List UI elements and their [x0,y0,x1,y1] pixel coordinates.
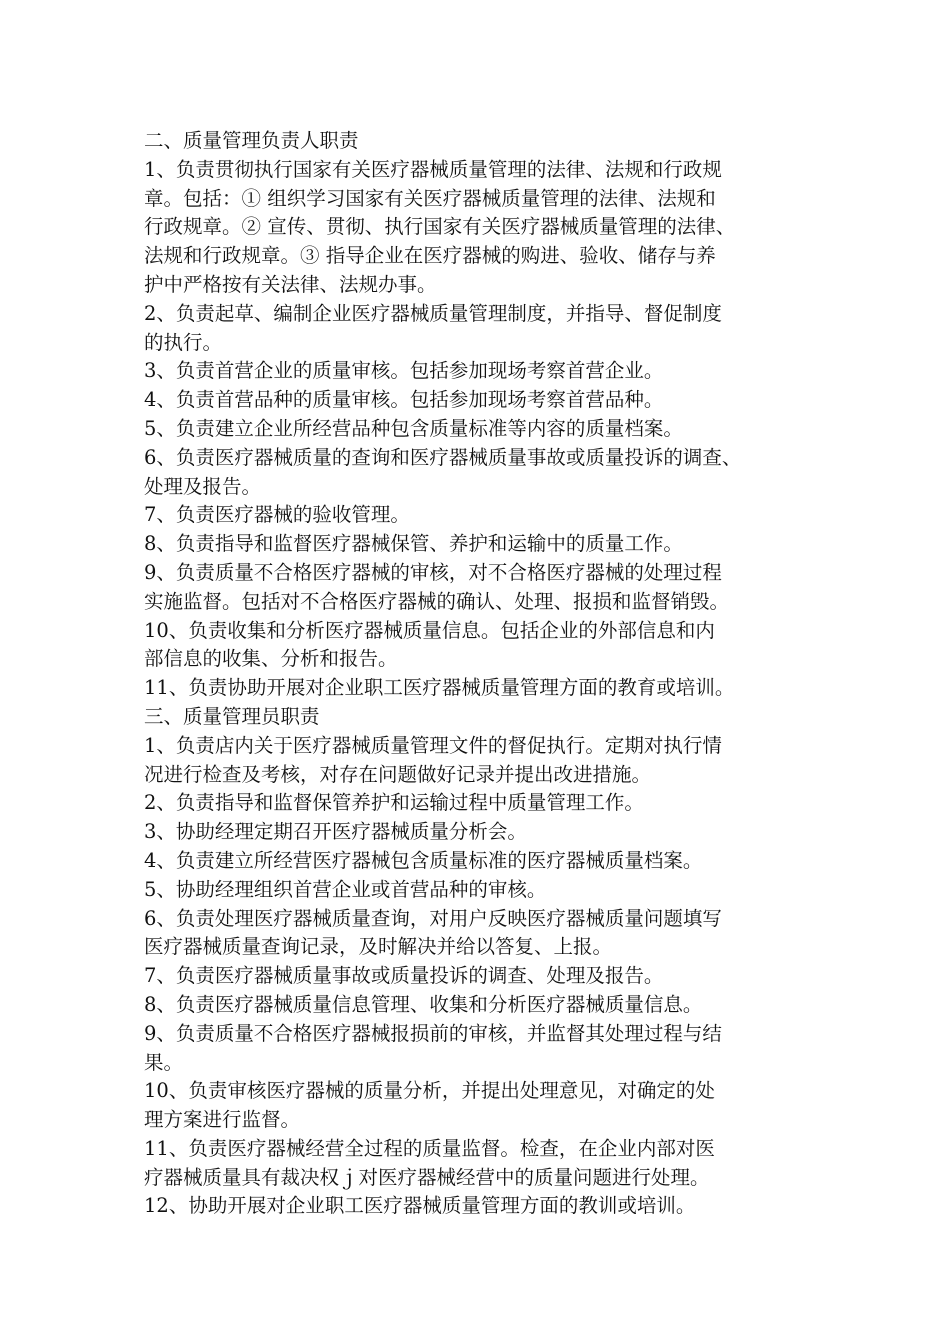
text-line: 9、负责质量不合格医疗器械的审核，对不合格医疗器械的处理过程 [144,560,722,584]
text-line: 4、负责建立所经营医疗器械包含质量标准的医疗器械质量档案。 [144,848,703,872]
text-line: 2、负责起草、编制企业医疗器械质量管理制度，并指导、督促制度 [144,301,722,325]
text-line: 6、负责处理医疗器械质量查询，对用户反映医疗器械质量问题填写 [144,906,722,930]
text-line: 7、负责医疗器械的验收管理。 [144,503,410,527]
text-line: 11、负责医疗器械经营全过程的质量监督。检查，在企业内部对医 [144,1136,715,1160]
text-line: 况进行检查及考核，对存在问题做好记录并提出改进措施。 [144,762,652,786]
text-line: 12、协助开展对企业职工医疗器械质量管理方面的教训或培训。 [144,1194,696,1218]
text-line: 5、协助经理组织首营企业或首营品种的审核。 [144,877,547,901]
text-line: 9、负责质量不合格医疗器械报损前的审核，并监督其处理过程与结 [144,1021,722,1045]
text-line: 医疗器械质量查询记录，及时解决并给以答复、上报。 [144,935,613,959]
text-line: 护中严格按有关法律、法规办事。 [144,272,437,296]
text-line: 行政规章。② 宣传、贯彻、执行国家有关医疗器械质量管理的法律、 [144,215,736,239]
text-line: 理方案进行监督。 [144,1108,301,1132]
text-line: 2、负责指导和监督保管养护和运输过程中质量管理工作。 [144,791,644,815]
text-line: 7、负责医疗器械质量事故或质量投诉的调查、处理及报告。 [144,964,664,988]
text-line: 章。包括：① 组织学习国家有关医疗器械质量管理的法律、法规和 [144,186,716,210]
text-line: 11、负责协助开展对企业职工医疗器械质量管理方面的教育或培训。 [144,676,735,700]
text-line: 6、负责医疗器械质量的查询和医疗器械质量事故或质量投诉的调查、 [144,445,742,469]
text-line: 3、协助经理定期召开医疗器械质量分析会。 [144,820,527,844]
section-quality-manager-duties [144,127,812,703]
text-line: 10、负责审核医疗器械的质量分析，并提出处理意见，对确定的处 [144,1079,715,1103]
text-line: 5、负责建立企业所经营品种包含质量标准等内容的质量档案。 [144,416,683,440]
text-line: 8、负责指导和监督医疗器械保管、养护和运输中的质量工作。 [144,532,683,556]
text-line: 1、负责店内关于医疗器械质量管理文件的督促执行。定期对执行情 [144,733,722,757]
text-line: 部信息的收集、分析和报告。 [144,647,398,671]
text-line: 的执行。 [144,330,223,354]
section-heading: 二、质量管理负责人职责 [144,129,359,152]
text-line: 法规和行政规章。③ 指导企业在医疗器械的购进、验收、储存与养 [144,244,716,268]
text-line: 果。 [144,1050,184,1074]
text-line: 4、负责首营品种的质量审核。包括参加现场考察首营品种。 [144,388,664,412]
text-line: 1、负责贯彻执行国家有关医疗器械质量管理的法律、法规和行政规 [144,157,722,181]
text-line: 8、负责医疗器械质量信息管理、收集和分析医疗器械质量信息。 [144,992,703,1016]
section-quality-officer-duties [144,703,812,1221]
document-page [144,127,812,1221]
section-heading: 三、质量管理员职责 [144,704,320,728]
text-line: 10、负责收集和分析医疗器械质量信息。包括企业的外部信息和内 [144,618,715,642]
text-line: 3、负责首营企业的质量审核。包括参加现场考察首营企业。 [144,359,664,383]
text-line: 处理及报告。 [144,474,262,498]
text-line: 实施监督。包括对不合格医疗器械的确认、处理、报损和监督销毁。 [144,589,730,613]
text-line: 疗器械质量具有裁决权ｊ对医疗器械经营中的质量问题进行处理。 [144,1165,710,1189]
